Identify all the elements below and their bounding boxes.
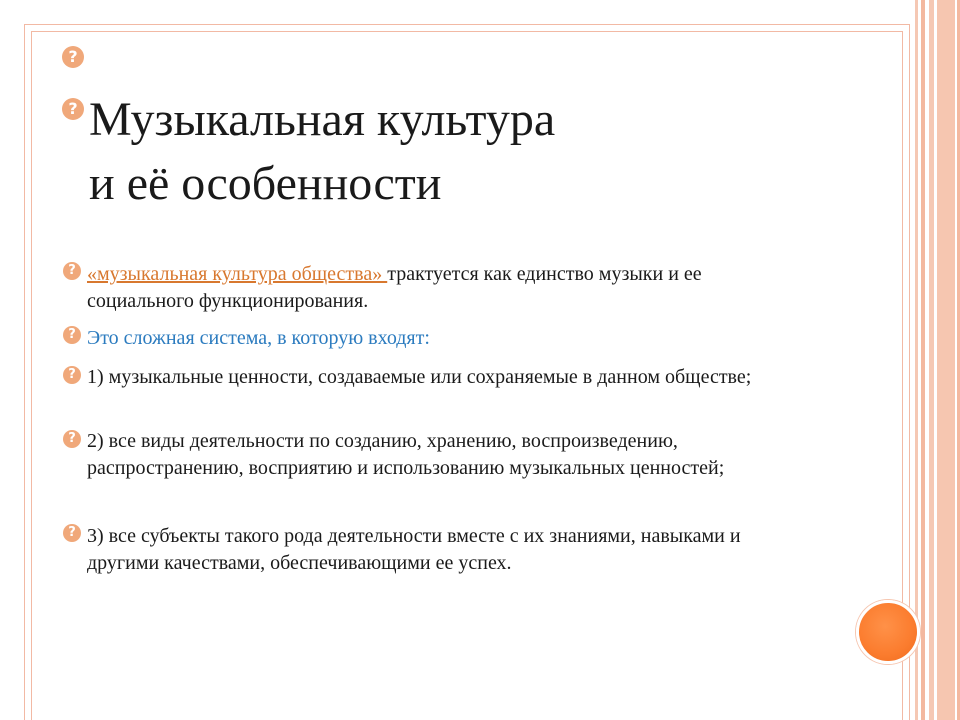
title-line: и её особенности — [89, 157, 442, 210]
list-item — [87, 428, 807, 482]
item-text: 2) все виды деятельности по созданию, хранению, воспроизведению, распространению, восприятию и использованию музыкальных ценностей; — [87, 430, 725, 479]
list-item — [87, 364, 807, 391]
bullet-icon: ? — [63, 262, 81, 280]
item-text: 1) музыкальные ценности, создаваемые или сохраняемые в данном обществе; — [87, 366, 752, 388]
bullet-icon: ? — [63, 366, 81, 384]
bullet-icon: ? — [62, 46, 84, 68]
decor-stripe — [915, 0, 918, 720]
decor-orange-circle — [856, 600, 920, 664]
list-item — [87, 325, 807, 352]
item-text: Это сложная система, в которую входят: — [87, 327, 430, 349]
title-line: Музыкальная культура — [89, 93, 556, 146]
term-link[interactable]: «музыкальная культура общества» — [87, 263, 388, 285]
bullet-icon: ? — [63, 326, 81, 344]
list-item — [87, 523, 807, 577]
decor-stripe — [921, 0, 925, 720]
slide-title — [89, 88, 809, 216]
bullet-icon: ? — [62, 98, 84, 120]
bullet-icon: ? — [63, 430, 81, 448]
decor-stripe — [937, 0, 955, 720]
item-text: 3) все субъекты такого рода деятельности вместе с их знаниями, навыками и другими качествами, обеспечивающими ее успех. — [87, 525, 741, 574]
decor-stripe — [929, 0, 934, 720]
item-text: трактуется как единство музыки и ее социального функционирования. — [87, 263, 702, 312]
list-item — [87, 261, 807, 315]
bullet-icon: ? — [63, 524, 81, 542]
